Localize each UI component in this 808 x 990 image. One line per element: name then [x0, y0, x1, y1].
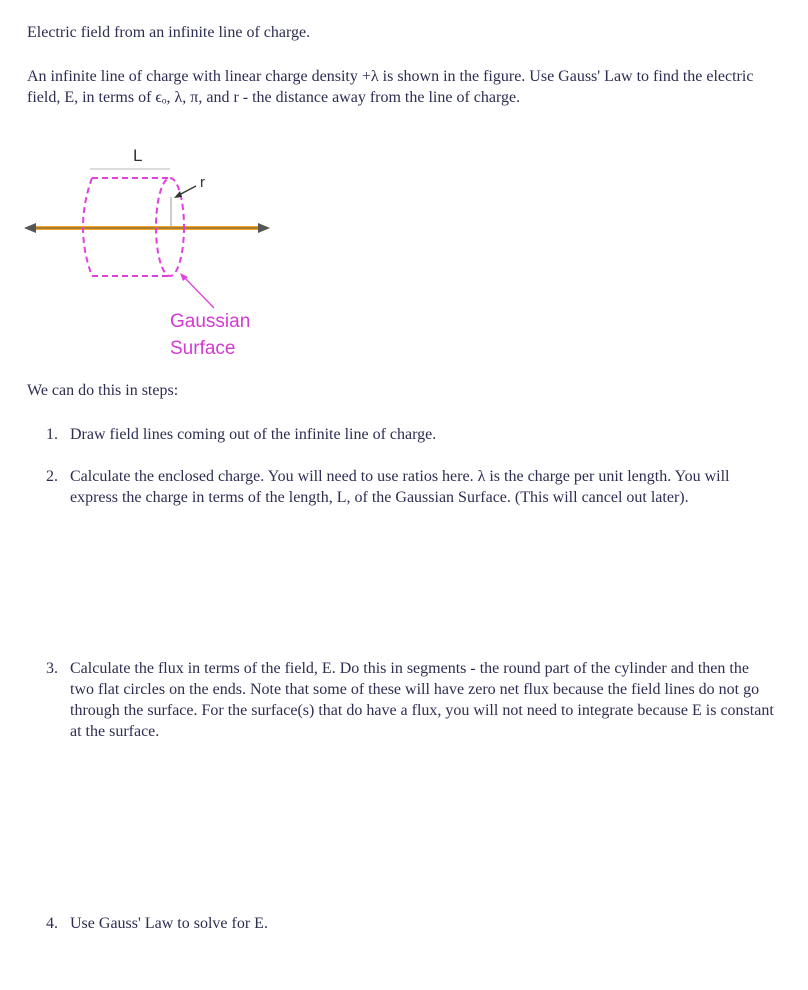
step-item	[46, 424, 776, 445]
step-item	[46, 658, 776, 742]
step-text: Calculate the enclosed charge. You will need to use ratios here. λ is the charge per unit length. You will express the charge in terms of the length, L, of the Gaussian Surface. (This will cancel out later).	[70, 468, 730, 506]
problem-statement: An infinite line of charge with linear charge density +λ is shown in the figure. Use Gauss' Law to find the electric field, E, in terms of ϵₒ, λ, π, and r - the distance away from the line of charge.	[27, 68, 754, 106]
step-number: 3.	[46, 660, 58, 677]
gaussian-label-line1: Gaussian	[170, 311, 251, 332]
radius-label: r	[200, 174, 205, 191]
page-title: Electric field from an infinite line of charge.	[27, 24, 311, 41]
step-item	[46, 466, 776, 508]
right-arrowhead-icon	[258, 223, 270, 233]
radius-arrowhead-icon	[174, 191, 182, 198]
length-label: L	[133, 146, 143, 165]
step-number: 4.	[46, 915, 58, 932]
surface-pointer	[183, 276, 214, 308]
step-text: Use Gauss' Law to solve for E.	[70, 915, 268, 932]
step-text: Draw field lines coming out of the infinite line of charge.	[70, 426, 437, 443]
step-item	[46, 913, 776, 934]
left-arrowhead-icon	[24, 223, 36, 233]
step-text: Calculate the flux in terms of the field, E. Do this in segments - the round part of the cylinder and then the two flat circles on the ends. Note that some of these will have zero net flux because the field lines do not go through the surface. For the surface(s) that do have a flux, you will not need to integrate because E is constant at the surface.	[70, 660, 774, 740]
gaussian-surface-figure	[20, 140, 280, 370]
step-number: 2.	[46, 468, 58, 485]
step-number: 1.	[46, 426, 58, 443]
steps-intro: We can do this in steps:	[27, 382, 179, 399]
gaussian-surface-label	[170, 308, 280, 362]
gaussian-label-line2: Surface	[170, 338, 236, 359]
